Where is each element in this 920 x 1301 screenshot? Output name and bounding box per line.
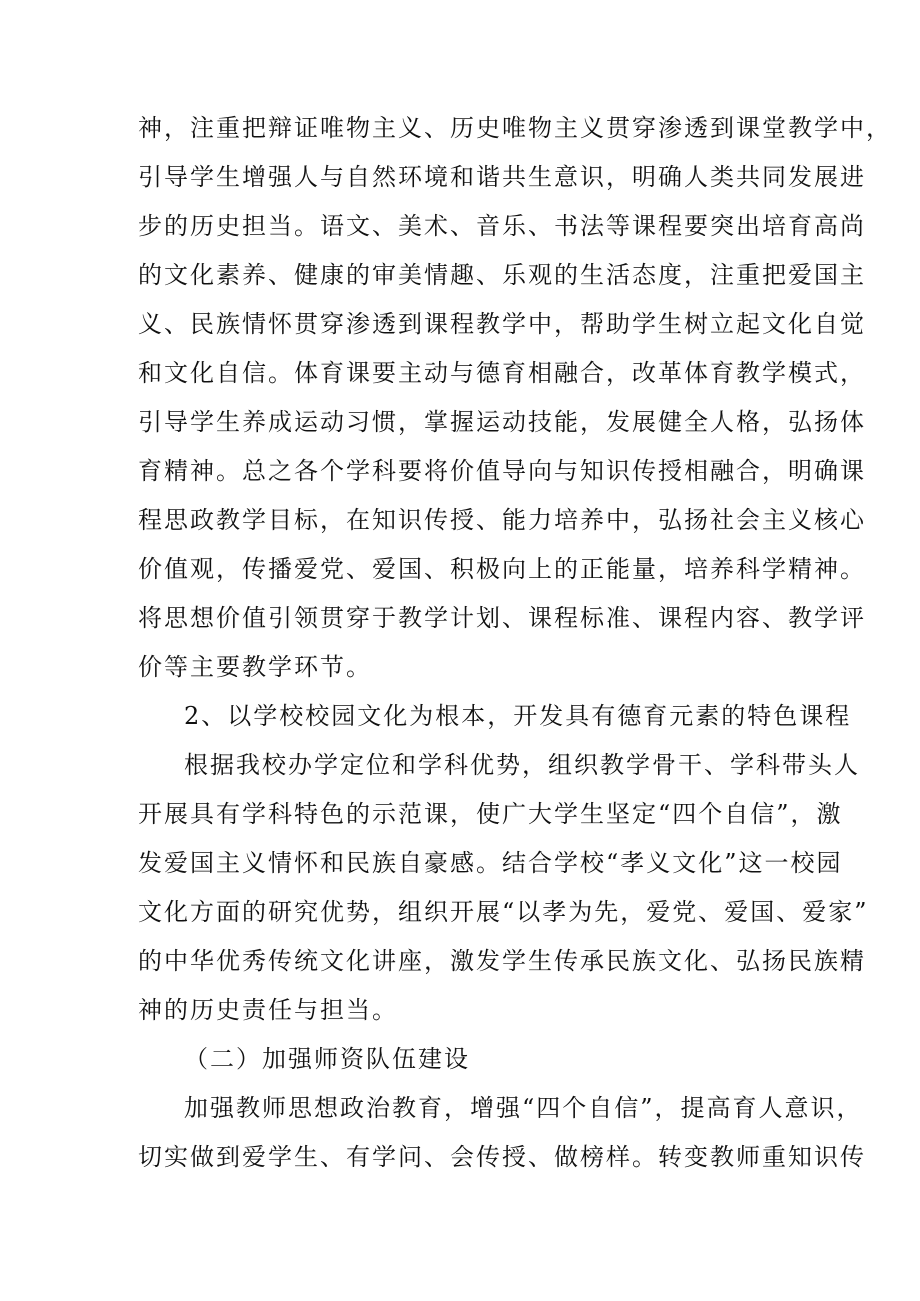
text-line: 发爱国主义情怀和民族自豪感。结合学校“孝义文化”这一校园 [138, 849, 843, 877]
text-line: 将思想价值引领贯穿于教学计划、课程标准、课程内容、教学评 [138, 604, 866, 632]
text-line: 的文化素养、健康的审美情趣、乐观的生活态度，注重把爱国主 [138, 261, 866, 289]
text-line: 步的历史担当。语文、美术、音乐、书法等课程要突出培育高尚 [138, 212, 866, 240]
text-line: 义、民族情怀贯穿渗透到课程教学中，帮助学生树立起文化自觉 [138, 310, 866, 338]
text-line: 育精神。总之各个学科要将价值导向与知识传授相融合，明确课 [138, 457, 866, 485]
text-line: 和文化自信。体育课要主动与德育相融合，改革体育教学模式， [138, 359, 866, 387]
text-line: 价值观，传播爱党、爱国、积极向上的正能量，培养科学精神。 [138, 555, 866, 583]
text-line: 开展具有学科特色的示范课，使广大学生坚定“四个自信”，激 [138, 800, 843, 828]
text-line: 引导学生养成运动习惯，掌握运动技能，发展健全人格，弘扬体 [138, 408, 866, 436]
section-heading: 2、以学校校园文化为根本，开发具有德育元素的特色课程 [184, 702, 852, 730]
paragraph-first-line: 根据我校办学定位和学科优势，组织教学骨干、学科带头人 [184, 751, 860, 779]
text-line: 文化方面的研究优势，组织开展“以孝为先，爱党、爱国、爱家” [138, 898, 869, 926]
text-line: 切实做到爱学生、有学问、会传授、做榜样。转变教师重知识传 [138, 1143, 866, 1171]
text-line: 神，注重把辩证唯物主义、历史唯物主义贯穿渗透到课堂教学中， [138, 114, 892, 142]
text-line: 价等主要教学环节。 [138, 653, 372, 681]
text-line: 程思政教学目标，在知识传授、能力培养中，弘扬社会主义核心 [138, 506, 866, 534]
text-line: 神的历史责任与担当。 [138, 996, 398, 1024]
paragraph-first-line: 加强教师思想政治教育，增强“四个自信”，提高育人意识， [184, 1094, 863, 1122]
text-line: 的中华优秀传统文化讲座，激发学生传承民族文化、弘扬民族精 [138, 947, 866, 975]
section-heading: （二）加强师资队伍建设 [184, 1045, 470, 1073]
text-line: 引导学生增强人与自然环境和谐共生意识，明确人类共同发展进 [138, 163, 866, 191]
